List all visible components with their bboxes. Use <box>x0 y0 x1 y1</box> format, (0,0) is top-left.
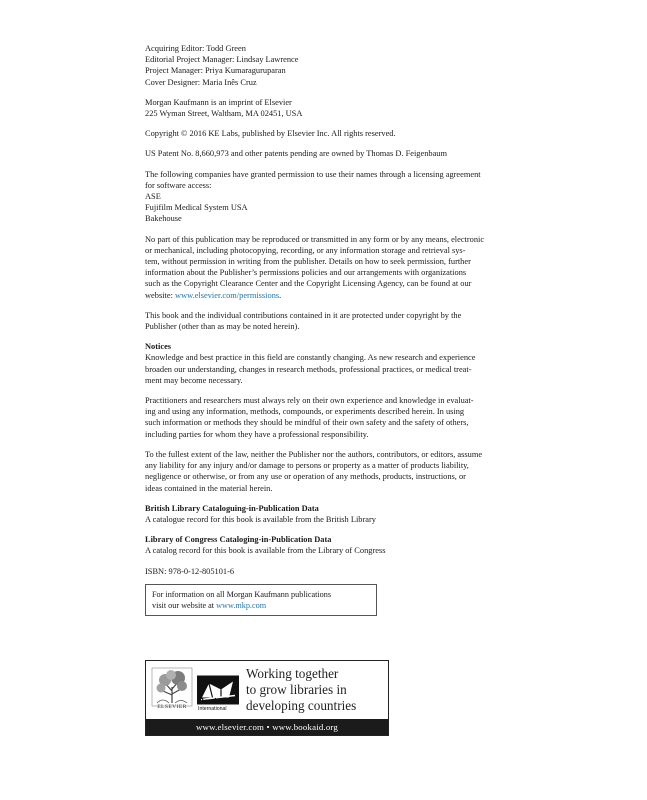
text-line: tem, without permission in writing from the publisher. Details on how to seek permission, further <box>145 257 471 267</box>
company-name: Fujifilm Medical System USA <box>145 203 248 213</box>
text-line: negligence or otherwise, or from any use or operation of any methods, products, instructions, or <box>145 472 466 482</box>
text-line: information about the Publisher’s permissions policies and our arrangements with organizations <box>145 268 467 278</box>
notices-paragraph-2 <box>145 395 549 440</box>
text-line: such as the Copyright Clearance Center and the Copyright Licensing Agency, can be found at our <box>145 279 472 289</box>
protected-notice <box>145 310 549 332</box>
permissions-link[interactable]: www.elsevier.com/permissions <box>175 290 280 300</box>
library-of-congress-block <box>145 534 549 556</box>
credit-line: Project Manager: Priya Kumaraguruparan <box>145 66 286 76</box>
text-line: any liability for any injury and/or damage to persons or property as a matter of products liability, <box>145 461 469 471</box>
text-line: Practitioners and researchers must always rely on their own experience and knowledge in evaluat- <box>145 396 474 406</box>
elsevier-url-link[interactable]: www.elsevier.com <box>196 722 265 732</box>
patent-notice <box>145 148 549 159</box>
bookaid-url-link[interactable]: www.bookaid.org <box>272 722 338 732</box>
text-line: To the fullest extent of the law, neither the Publisher nor the authors, contributors, or editors, assume <box>145 449 483 459</box>
notices-section <box>145 341 549 386</box>
loc-text: A catalog record for this book is available from the Library of Congress <box>145 546 386 556</box>
imprint-block <box>145 97 549 119</box>
text-line: ideas contained in the material herein. <box>145 483 273 493</box>
company-name: ASE <box>145 192 161 202</box>
copyright-notice <box>145 128 549 139</box>
info-line: For information on all Morgan Kaufmann publications <box>152 589 332 599</box>
text-line: such information or methods they should be mindful of their own safety and the safety of others, <box>145 418 469 428</box>
info-line <box>152 600 370 611</box>
reproduction-notice <box>145 234 549 301</box>
mkp-link[interactable]: www.mkp.com <box>216 600 267 610</box>
credit-line: Acquiring Editor: Todd Green <box>145 44 246 53</box>
tagline-line: Working together <box>246 666 339 681</box>
book-aid-banner <box>145 660 389 736</box>
footer-separator: • <box>266 722 270 732</box>
credits-block <box>145 43 549 88</box>
text-line: ment may become necessary. <box>145 375 243 385</box>
bookaid-name: Book Aid <box>198 696 235 706</box>
text-line: This book and the individual contributions contained in it are protected under copyright by the <box>145 310 462 320</box>
publisher-info-box <box>145 584 377 616</box>
patent-line: US Patent No. 8,660,973 and other patents pending are owned by Thomas D. Feigenbaum <box>145 149 447 159</box>
imprint-address: 225 Wyman Street, Waltham, MA 02451, USA <box>145 109 303 119</box>
copyright-page <box>145 43 549 616</box>
text-line: The following companies have granted permission to use their names through a licensing agreement <box>145 169 481 179</box>
british-library-text: A catalogue record for this book is available from the British Library <box>145 514 376 524</box>
imprint-line: Morgan Kaufmann is an imprint of Elsevier <box>145 97 292 107</box>
loc-heading: Library of Congress Cataloging-in-Publication Data <box>145 535 332 545</box>
banner-footer <box>146 719 388 735</box>
text-line <box>145 290 549 301</box>
notices-heading: Notices <box>145 342 172 352</box>
text-line: No part of this publication may be reproduced or transmitted in any form or by any means, electronic <box>145 234 485 244</box>
text-line: ing and using any information, methods, compounds, or experiments described herein. In using <box>145 407 465 417</box>
tagline-line: to grow libraries in <box>246 682 347 697</box>
credit-line: Editorial Project Manager: Lindsay Lawrence <box>145 55 299 65</box>
notices-paragraph-3 <box>145 449 549 494</box>
text-line: Publisher (other than as may be noted herein). <box>145 322 300 332</box>
copyright-line: Copyright © 2016 KE Labs, published by Elsevier Inc. All rights reserved. <box>145 129 396 139</box>
banner-tagline <box>246 666 386 714</box>
tagline-line: developing countries <box>246 698 357 713</box>
text-line: or mechanical, including photocopying, recording, or any information storage and retrieval sys- <box>145 245 466 255</box>
british-library-heading: British Library Cataloguing-in-Publication Data <box>145 503 319 513</box>
text-line: broaden our understanding, changes in research methods, professional practices, or medical treat- <box>145 364 472 374</box>
isbn: ISBN: 978-0-12-805101-6 <box>145 566 235 576</box>
text-fragment: visit our website at <box>152 600 217 610</box>
text-line: for software access: <box>145 180 212 190</box>
company-name: Bakehouse <box>145 214 182 224</box>
text-fragment: website: <box>145 290 176 300</box>
elsevier-label: ELSEVIER <box>157 704 187 710</box>
text-line: including parties for whom they have a professional responsibility. <box>145 429 369 439</box>
british-library-block <box>145 503 549 525</box>
text-fragment: . <box>279 290 282 300</box>
credit-line: Cover Designer: Maria Inês Cruz <box>145 77 257 87</box>
banner-top <box>146 661 388 719</box>
text-line: Knowledge and best practice in this field are constantly changing. As new research and experience <box>145 353 476 363</box>
name-permissions-block <box>145 169 549 225</box>
isbn-block <box>145 566 549 577</box>
bookaid-subtitle: International <box>198 706 227 712</box>
